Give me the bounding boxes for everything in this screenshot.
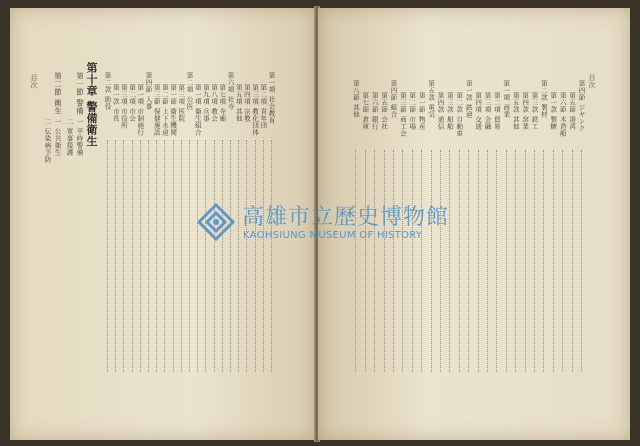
leader-dots xyxy=(459,150,460,372)
toc-column-right: 第一節 物産 xyxy=(417,92,426,130)
leader-dots xyxy=(189,140,190,372)
toc-column-left: 第四節 人事 xyxy=(144,72,153,110)
leader-dots xyxy=(440,150,441,372)
leader-dots xyxy=(263,140,264,372)
leader-dots xyxy=(487,150,488,372)
toc-column-left: 第一節 衛生機関 xyxy=(169,84,178,136)
leader-dots xyxy=(581,150,582,372)
toc-column-right: 第二款 自動車 xyxy=(455,92,464,137)
section-item: 二 軍事援護 xyxy=(65,118,74,156)
leader-dots xyxy=(132,140,133,372)
toc-column-left: 第三項 教化団体 xyxy=(251,84,260,136)
section-label: 第一節 警備 xyxy=(75,72,85,115)
toc-column-left: 第三項 医院 xyxy=(177,84,186,122)
toc-column-left: 第一項 市制施行 xyxy=(136,84,145,136)
leader-dots xyxy=(246,140,247,372)
toc-column-left: 第二節 上下水道 xyxy=(160,84,169,136)
leader-dots xyxy=(156,140,157,372)
toc-column-right: 第四項 交通 xyxy=(474,92,483,130)
leader-dots xyxy=(197,140,198,372)
section-item: 一 公共衛生 xyxy=(53,118,62,156)
watermark-name-en: KAOHSIUNG MUSEUM OF HISTORY xyxy=(243,230,423,241)
leader-dots xyxy=(553,150,554,372)
leader-dots xyxy=(115,140,116,372)
toc-column-right: 第五款 其他 xyxy=(511,92,520,130)
leader-dots xyxy=(205,140,206,372)
toc-column-right: 第七節 倉庫 xyxy=(361,92,370,130)
leader-dots xyxy=(468,150,469,372)
toc-column-left: 第五項 其他 xyxy=(234,84,243,122)
right-page-header: 目次 xyxy=(588,74,596,89)
leader-dots xyxy=(421,150,422,372)
toc-column-right: 第二項 貿易 xyxy=(492,92,501,130)
toc-column-right: 第一款 製糖 xyxy=(549,92,558,130)
leader-dots xyxy=(534,150,535,372)
leader-dots xyxy=(506,150,507,372)
toc-column-left: 第三項 市役所 xyxy=(119,84,128,129)
leader-dots xyxy=(543,150,544,372)
leader-dots xyxy=(449,150,450,372)
toc-column-right: 第一款 鉄道 xyxy=(464,80,473,118)
toc-column-right: 第三款 船舶 xyxy=(445,92,454,130)
leader-dots xyxy=(123,140,124,372)
leader-dots xyxy=(402,150,403,372)
leader-dots xyxy=(107,140,108,372)
leader-dots xyxy=(515,150,516,372)
toc-column-right: 第五節 港湾 xyxy=(568,92,577,130)
leader-dots xyxy=(255,140,256,372)
leader-dots xyxy=(230,140,231,372)
section-item: 一 平時警備 xyxy=(75,118,84,156)
toc-column-right: 第六節 木造船 xyxy=(558,92,567,137)
toc-column-right: 第二款 製材 xyxy=(539,80,548,118)
chapter-title: 第十章 警備衛生 xyxy=(85,62,98,147)
leader-dots xyxy=(562,150,563,372)
toc-column-left: 第二項 青年団 xyxy=(259,84,268,129)
toc-column-right: 第二節 市場 xyxy=(408,92,417,130)
toc-column-right: 第六節 銀行 xyxy=(370,92,379,130)
leader-dots xyxy=(572,150,573,372)
toc-column-left: 第七項 寺廟 xyxy=(218,84,227,122)
toc-column-left: 第二項 公医 xyxy=(185,72,194,110)
toc-column-left: 第二款 助役 xyxy=(103,72,112,110)
toc-column-right: 第三款 鉄工 xyxy=(530,92,539,130)
toc-column-right: 第八節 其他 xyxy=(351,80,360,118)
toc-column-right: 第四款 通信 xyxy=(436,92,445,130)
toc-column-left: 第一項 衛生組合 xyxy=(193,84,202,136)
leader-dots xyxy=(271,140,272,372)
toc-column-left: 第四項 宗教 xyxy=(242,84,251,122)
toc-column-left: 第一項 社会教育 xyxy=(267,72,276,124)
toc-column-right: 第四節 ジヤンク xyxy=(577,80,586,132)
leader-dots xyxy=(238,140,239,372)
toc-column-right: 第三節 商工会 xyxy=(398,92,407,137)
toc-column-right: 第四節 組合 xyxy=(389,80,398,118)
section-item: 二 伝染病予防 xyxy=(43,118,52,163)
toc-column-left: 第一款 市長 xyxy=(111,84,120,122)
leader-dots xyxy=(478,150,479,372)
toc-column-right: 第一項 商業 xyxy=(502,80,511,118)
leader-dots xyxy=(412,150,413,372)
leader-dots xyxy=(384,150,385,372)
toc-column-right: 第五節 会社 xyxy=(380,92,389,130)
leader-dots xyxy=(355,150,356,372)
leader-dots xyxy=(374,150,375,372)
leader-dots xyxy=(222,140,223,372)
leader-dots xyxy=(431,150,432,372)
watermark-name-zh: 高雄市立歷史博物館 xyxy=(242,205,450,230)
leader-dots xyxy=(173,140,174,372)
leader-dots xyxy=(164,140,165,372)
leader-dots xyxy=(181,140,182,372)
toc-column-right: 第五款 電気 xyxy=(427,80,436,118)
section-label: 第二節 衛生 xyxy=(53,72,63,115)
leader-dots xyxy=(214,140,215,372)
leader-dots xyxy=(140,140,141,372)
museum-watermark xyxy=(196,200,456,246)
leader-dots xyxy=(393,150,394,372)
leader-dots xyxy=(148,140,149,372)
toc-column-left: 第九項 兵事 xyxy=(201,84,210,122)
toc-column-right: 第四款 窯業 xyxy=(521,92,530,130)
toc-column-left: 第八項 教会 xyxy=(210,84,219,122)
toc-column-right: 第三項 金融 xyxy=(483,92,492,130)
toc-column-left: 第二項 市会 xyxy=(128,84,137,122)
left-page-header: 目次 xyxy=(30,74,38,89)
leader-dots xyxy=(525,150,526,372)
leader-dots xyxy=(365,150,366,372)
toc-column-left: 第六項 社寺 xyxy=(226,72,235,110)
leader-dots xyxy=(496,150,497,372)
toc-column-left: 第三節 保健施設 xyxy=(152,84,161,136)
